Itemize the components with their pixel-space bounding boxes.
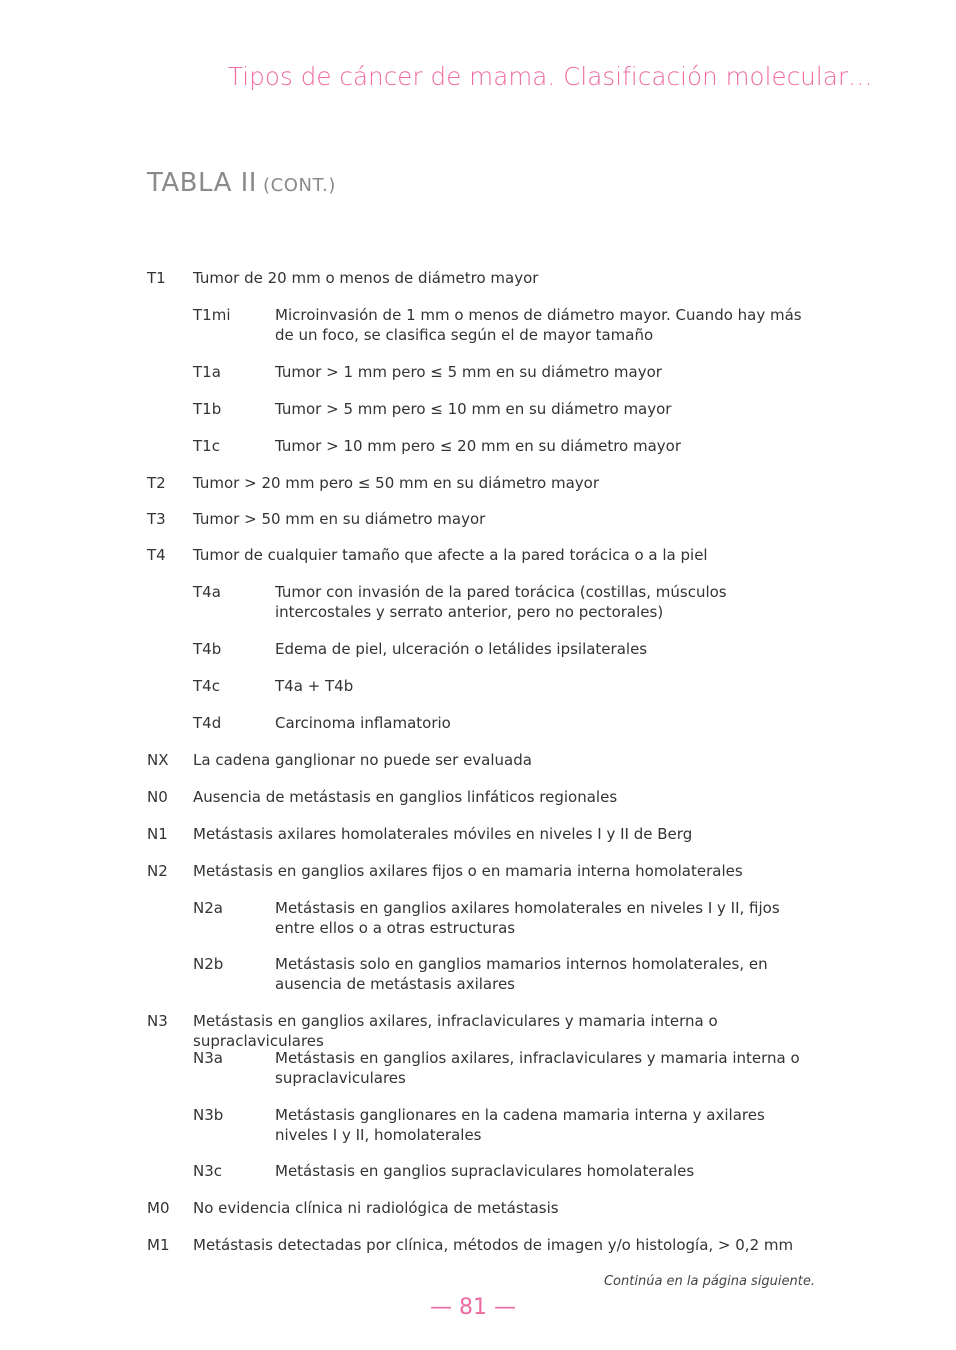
row-description: La cadena ganglionar no puede ser evaluada bbox=[193, 751, 532, 769]
row-description: T4a + T4b bbox=[275, 677, 354, 695]
row-description: Metástasis en ganglios axilares fijos o en mamaria interna homolaterales bbox=[193, 862, 743, 880]
row-description: Metástasis detectadas por clínica, métodos de imagen y/o histología, > 0,2 mm bbox=[193, 1236, 794, 1254]
table-title bbox=[147, 168, 336, 198]
row-description: Metástasis en ganglios supraclaviculares homolaterales bbox=[275, 1162, 695, 1180]
row-code: N3 bbox=[147, 1012, 168, 1030]
row-code: T4a bbox=[193, 583, 221, 601]
row-description: Edema de piel, ulceración o letálides ipsilaterales bbox=[275, 640, 648, 658]
row-description: Ausencia de metástasis en ganglios linfáticos regionales bbox=[193, 788, 618, 806]
table-row bbox=[147, 268, 813, 288]
table-row bbox=[193, 582, 810, 622]
table-title-label: TABLA II bbox=[147, 168, 257, 198]
row-code: T4c bbox=[193, 677, 220, 695]
table-cont-label: (CONT.) bbox=[262, 175, 336, 196]
table-row bbox=[147, 509, 813, 529]
row-code: N0 bbox=[147, 788, 168, 806]
row-description: Carcinoma inflamatorio bbox=[275, 714, 451, 732]
row-code: N2a bbox=[193, 899, 223, 917]
row-code: T1c bbox=[193, 437, 220, 455]
row-code: N3b bbox=[193, 1106, 224, 1124]
table-row bbox=[147, 787, 813, 807]
row-code: T1mi bbox=[193, 306, 231, 324]
table-row bbox=[193, 639, 810, 659]
row-description: Tumor de cualquier tamaño que afecte a la pared torácica o a la piel bbox=[193, 546, 708, 564]
table-row bbox=[193, 676, 810, 696]
row-code: T2 bbox=[147, 474, 166, 492]
row-description: Tumor > 20 mm pero ≤ 50 mm en su diámetro mayor bbox=[193, 474, 600, 492]
row-code: T4 bbox=[147, 546, 166, 564]
row-description: Metástasis en ganglios axilares homolaterales en niveles I y II, fijos entre ellos o a otras estructuras bbox=[275, 899, 780, 937]
table-row bbox=[147, 1011, 813, 1051]
row-code: NX bbox=[147, 751, 169, 769]
table-row bbox=[147, 861, 813, 881]
row-description: Metástasis axilares homolaterales móviles en niveles I y II de Berg bbox=[193, 825, 693, 843]
row-code: M1 bbox=[147, 1236, 170, 1254]
row-code: N3a bbox=[193, 1049, 223, 1067]
table-row bbox=[193, 362, 810, 382]
table-row bbox=[147, 750, 813, 770]
row-code: M0 bbox=[147, 1199, 170, 1217]
row-code: N2 bbox=[147, 862, 168, 880]
row-code: T1 bbox=[147, 269, 166, 287]
row-description: Metástasis en ganglios axilares, infraclaviculares y mamaria interna o supraclaviculares bbox=[193, 1012, 718, 1050]
row-code: T1b bbox=[193, 400, 222, 418]
row-code: T4b bbox=[193, 640, 222, 658]
row-description: Tumor > 10 mm pero ≤ 20 mm en su diámetro mayor bbox=[275, 437, 682, 455]
row-code: T4d bbox=[193, 714, 222, 732]
row-description: Tumor > 50 mm en su diámetro mayor bbox=[193, 510, 486, 528]
row-description: Metástasis ganglionares en la cadena mamaria interna y axilares niveles I y II, homolaterales bbox=[275, 1106, 765, 1144]
page-number: — 81 — bbox=[430, 1295, 516, 1320]
table-row bbox=[147, 473, 813, 493]
row-code: T3 bbox=[147, 510, 166, 528]
table-row bbox=[193, 898, 810, 938]
row-description: Tumor > 5 mm pero ≤ 10 mm en su diámetro mayor bbox=[275, 400, 672, 418]
row-description: Tumor de 20 mm o menos de diámetro mayor bbox=[193, 269, 539, 287]
table-row bbox=[147, 545, 813, 565]
table-row bbox=[147, 1235, 813, 1255]
table-row bbox=[193, 305, 810, 345]
row-description: Metástasis en ganglios axilares, infraclaviculares y mamaria interna o supraclaviculares bbox=[275, 1049, 800, 1087]
table-row bbox=[193, 399, 810, 419]
row-description: Metástasis solo en ganglios mamarios internos homolaterales, en ausencia de metástasis axilares bbox=[275, 955, 768, 993]
row-code: N3c bbox=[193, 1162, 223, 1180]
row-code: N2b bbox=[193, 955, 224, 973]
table-row bbox=[193, 436, 810, 456]
table-row bbox=[147, 824, 813, 844]
row-code: N1 bbox=[147, 825, 168, 843]
continued-note: Continúa en la página siguiente. bbox=[603, 1274, 815, 1289]
row-description: No evidencia clínica ni radiológica de metástasis bbox=[193, 1199, 559, 1217]
page-header: Tipos de cáncer de mama. Clasificación molecular… bbox=[228, 62, 873, 91]
table-row bbox=[193, 1161, 810, 1181]
table-row bbox=[193, 1105, 810, 1145]
row-description: Microinvasión de 1 mm o menos de diámetro mayor. Cuando hay más de un foco, se clasifica según el de mayor tamaño bbox=[275, 306, 802, 344]
table-row bbox=[193, 954, 810, 994]
row-description: Tumor > 1 mm pero ≤ 5 mm en su diámetro mayor bbox=[275, 363, 662, 381]
row-description: Tumor con invasión de la pared torácica (costillas, músculos intercostales y serrato anterior, pero no pectorales) bbox=[275, 583, 727, 621]
table-row bbox=[147, 1198, 813, 1218]
table-row bbox=[193, 1048, 810, 1088]
table-row bbox=[193, 713, 810, 733]
row-code: T1a bbox=[193, 363, 221, 381]
